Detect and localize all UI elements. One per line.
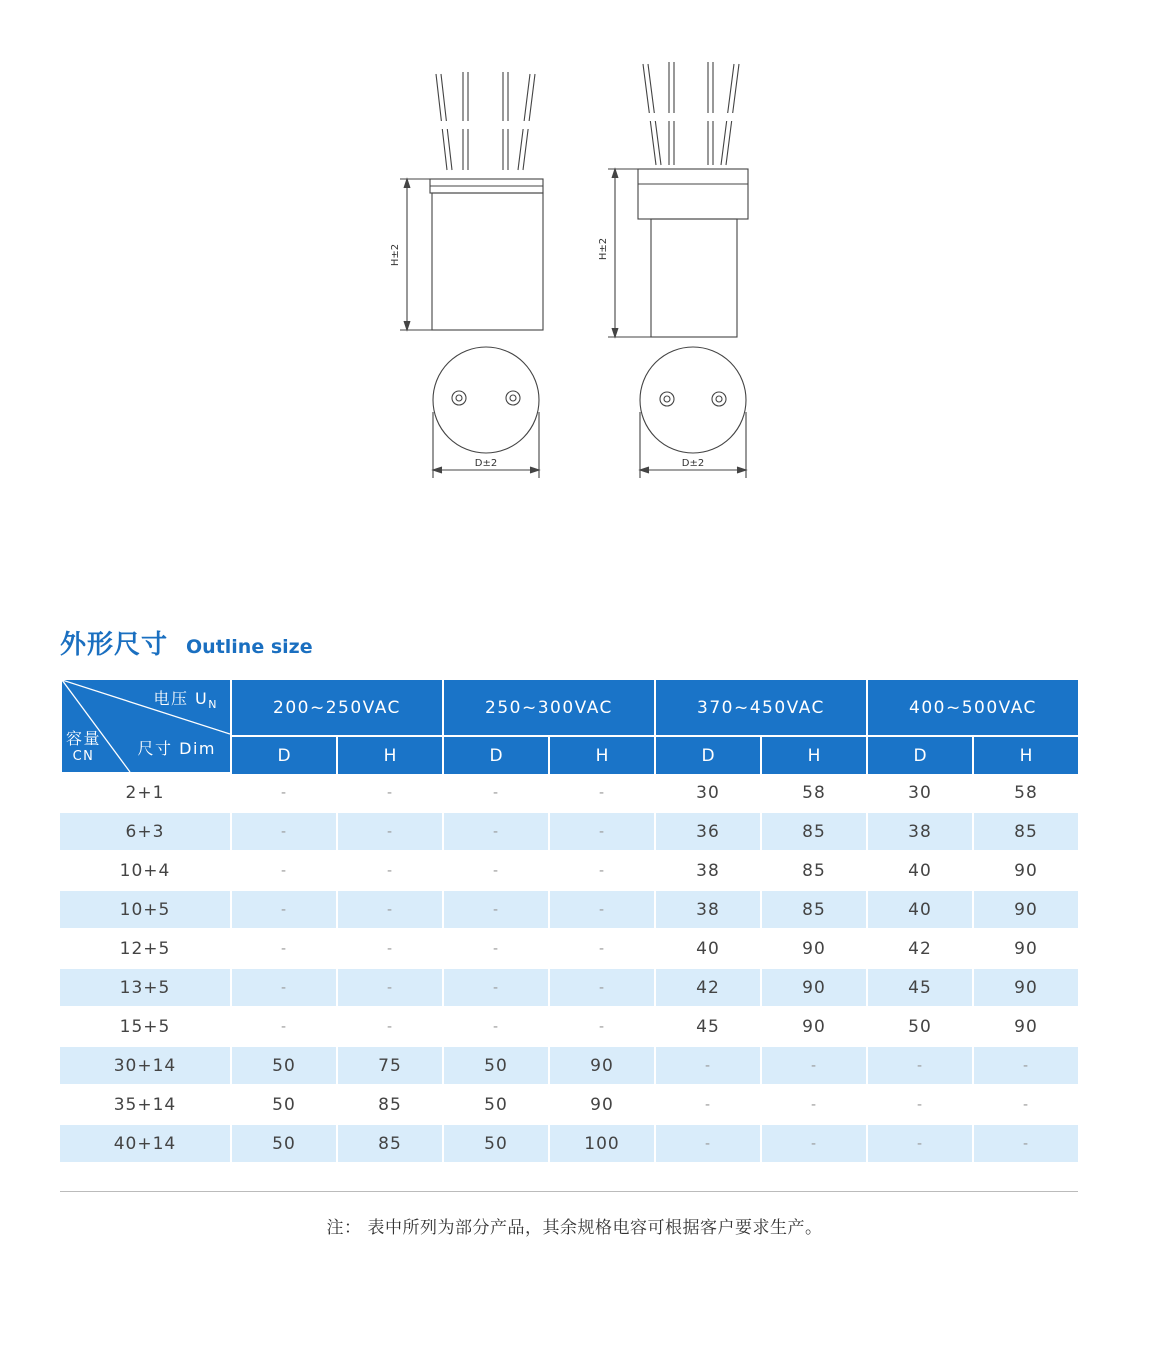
dimension-cell: 90 [548, 1047, 654, 1086]
dimension-cell: - [548, 891, 654, 930]
dimension-cell: 85 [760, 813, 866, 852]
dimension-cell: - [654, 1086, 760, 1125]
left-diameter-label: D±2 [474, 458, 498, 469]
dimension-cell: 85 [336, 1086, 442, 1125]
sub-header-h: H [972, 737, 1078, 774]
dimension-cell: - [760, 1047, 866, 1086]
dimension-cell: - [972, 1086, 1078, 1125]
outline-drawings [0, 0, 1149, 500]
dimension-cell: - [442, 969, 548, 1008]
dimension-cell: - [230, 1008, 336, 1047]
dimension-cell: 85 [972, 813, 1078, 852]
dimension-cell: 90 [760, 1008, 866, 1047]
right-diameter-label: D±2 [681, 458, 705, 469]
dimension-cell: 58 [760, 774, 866, 813]
dimension-cell: - [866, 1125, 972, 1164]
dimension-cell: 90 [972, 852, 1078, 891]
dimension-cell: - [336, 774, 442, 813]
dimension-cell: - [336, 1008, 442, 1047]
dimension-cell: - [230, 774, 336, 813]
dimension-cell: 36 [654, 813, 760, 852]
dimension-cell: 40 [866, 891, 972, 930]
dimension-cell: - [548, 813, 654, 852]
right-capacitor-drawing [608, 62, 750, 478]
dimension-cell: 30 [866, 774, 972, 813]
dimension-cell: - [654, 1047, 760, 1086]
table-body [60, 774, 1078, 1164]
dimension-cell: 50 [442, 1125, 548, 1164]
voltage-group-header: 250~300VAC [442, 680, 654, 737]
dimension-cell: - [230, 891, 336, 930]
divider [60, 1191, 1078, 1192]
table-row [60, 813, 1078, 852]
sub-header-d: D [230, 737, 336, 774]
dimension-cell: - [230, 969, 336, 1008]
dimension-cell: - [442, 930, 548, 969]
dimension-cell: 50 [442, 1086, 548, 1125]
dimension-cell: - [654, 1125, 760, 1164]
table-corner-header [60, 680, 230, 774]
dimension-cell: 85 [336, 1125, 442, 1164]
dimension-cell: - [442, 774, 548, 813]
voltage-group-header: 200~250VAC [230, 680, 442, 737]
sub-header-h: H [548, 737, 654, 774]
section-title-en: Outline size [186, 636, 313, 658]
capacity-cell: 35+14 [60, 1086, 230, 1125]
dimension-cell: 50 [230, 1125, 336, 1164]
corner-capacity-label: 容量 CN [66, 729, 102, 764]
dimension-cell: - [972, 1047, 1078, 1086]
table-row [60, 774, 1078, 813]
dimension-cell: 75 [336, 1047, 442, 1086]
sub-header-h: H [760, 737, 866, 774]
dimension-cell: - [442, 852, 548, 891]
dimension-cell: 38 [654, 852, 760, 891]
footnote: 注： 表中所列为部分产品，其余规格电容可根据客户要求生产。 [326, 1218, 823, 1238]
dimension-cell: - [230, 813, 336, 852]
corner-voltage-label: 电压 $U_N$ [153, 689, 218, 712]
dimension-cell: 38 [654, 891, 760, 930]
capacity-cell: 10+5 [60, 891, 230, 930]
section-title [60, 624, 313, 664]
dimension-cell: 40 [654, 930, 760, 969]
dimension-cell: - [336, 969, 442, 1008]
table-row [60, 1047, 1078, 1086]
dimension-cell: - [972, 1125, 1078, 1164]
section-title-cn: 外形尺寸 [60, 630, 169, 660]
sub-header-h: H [336, 737, 442, 774]
dimension-cell: - [230, 930, 336, 969]
dimension-cell: - [442, 891, 548, 930]
dimension-cell: - [760, 1125, 866, 1164]
dimension-cell: 100 [548, 1125, 654, 1164]
capacity-cell: 40+14 [60, 1125, 230, 1164]
dimension-cell: - [866, 1047, 972, 1086]
dimension-cell: 90 [760, 930, 866, 969]
dimension-cell: - [336, 852, 442, 891]
dimension-cell: 85 [760, 852, 866, 891]
left-capacitor-drawing [400, 72, 545, 478]
capacity-cell: 13+5 [60, 969, 230, 1008]
outline-size-table [60, 680, 1078, 1164]
corner-dim-label: 尺寸 Dim [137, 739, 216, 758]
capacity-cell: 6+3 [60, 813, 230, 852]
table-row [60, 930, 1078, 969]
dimension-cell: 42 [654, 969, 760, 1008]
dimension-cell: - [548, 930, 654, 969]
dimension-cell: 45 [866, 969, 972, 1008]
dimension-cell: 38 [866, 813, 972, 852]
dimension-cell: 90 [972, 969, 1078, 1008]
dimension-cell: - [336, 930, 442, 969]
capacity-cell: 10+4 [60, 852, 230, 891]
dimension-cell: 90 [972, 891, 1078, 930]
sub-header-d: D [654, 737, 760, 774]
dimension-cell: - [760, 1086, 866, 1125]
dimension-cell: 45 [654, 1008, 760, 1047]
capacity-cell: 30+14 [60, 1047, 230, 1086]
table-row [60, 891, 1078, 930]
dimension-cell: 50 [866, 1008, 972, 1047]
dimension-cell: 40 [866, 852, 972, 891]
dimension-cell: 50 [442, 1047, 548, 1086]
sub-header-d: D [442, 737, 548, 774]
dimension-cell: - [336, 891, 442, 930]
voltage-group-header: 400~500VAC [866, 680, 1078, 737]
dimension-cell: 85 [760, 891, 866, 930]
dimension-cell: - [548, 1008, 654, 1047]
dimension-cell: 90 [972, 1008, 1078, 1047]
voltage-group-header: 370~450VAC [654, 680, 866, 737]
dimension-cell: - [548, 774, 654, 813]
capacity-cell: 15+5 [60, 1008, 230, 1047]
dimension-cell: 90 [760, 969, 866, 1008]
dimension-cell: 42 [866, 930, 972, 969]
table-row [60, 969, 1078, 1008]
dimension-cell: 90 [548, 1086, 654, 1125]
right-height-label: H±2 [598, 237, 609, 261]
dimension-cell: - [442, 1008, 548, 1047]
capacity-cell: 2+1 [60, 774, 230, 813]
dimension-cell: 50 [230, 1086, 336, 1125]
table-row [60, 1125, 1078, 1164]
dimension-cell: - [548, 852, 654, 891]
dimension-cell: 90 [972, 930, 1078, 969]
dimension-cell: - [336, 813, 442, 852]
table-row [60, 1086, 1078, 1125]
dimension-cell: - [548, 969, 654, 1008]
capacity-cell: 12+5 [60, 930, 230, 969]
dimension-cell: 30 [654, 774, 760, 813]
dimension-cell: - [230, 852, 336, 891]
table-row [60, 1008, 1078, 1047]
dimension-cell: - [866, 1086, 972, 1125]
table-row [60, 852, 1078, 891]
sub-header-d: D [866, 737, 972, 774]
dimension-cell: - [442, 813, 548, 852]
left-height-label: H±2 [390, 243, 401, 267]
dimension-cell: 58 [972, 774, 1078, 813]
dimension-cell: 50 [230, 1047, 336, 1086]
